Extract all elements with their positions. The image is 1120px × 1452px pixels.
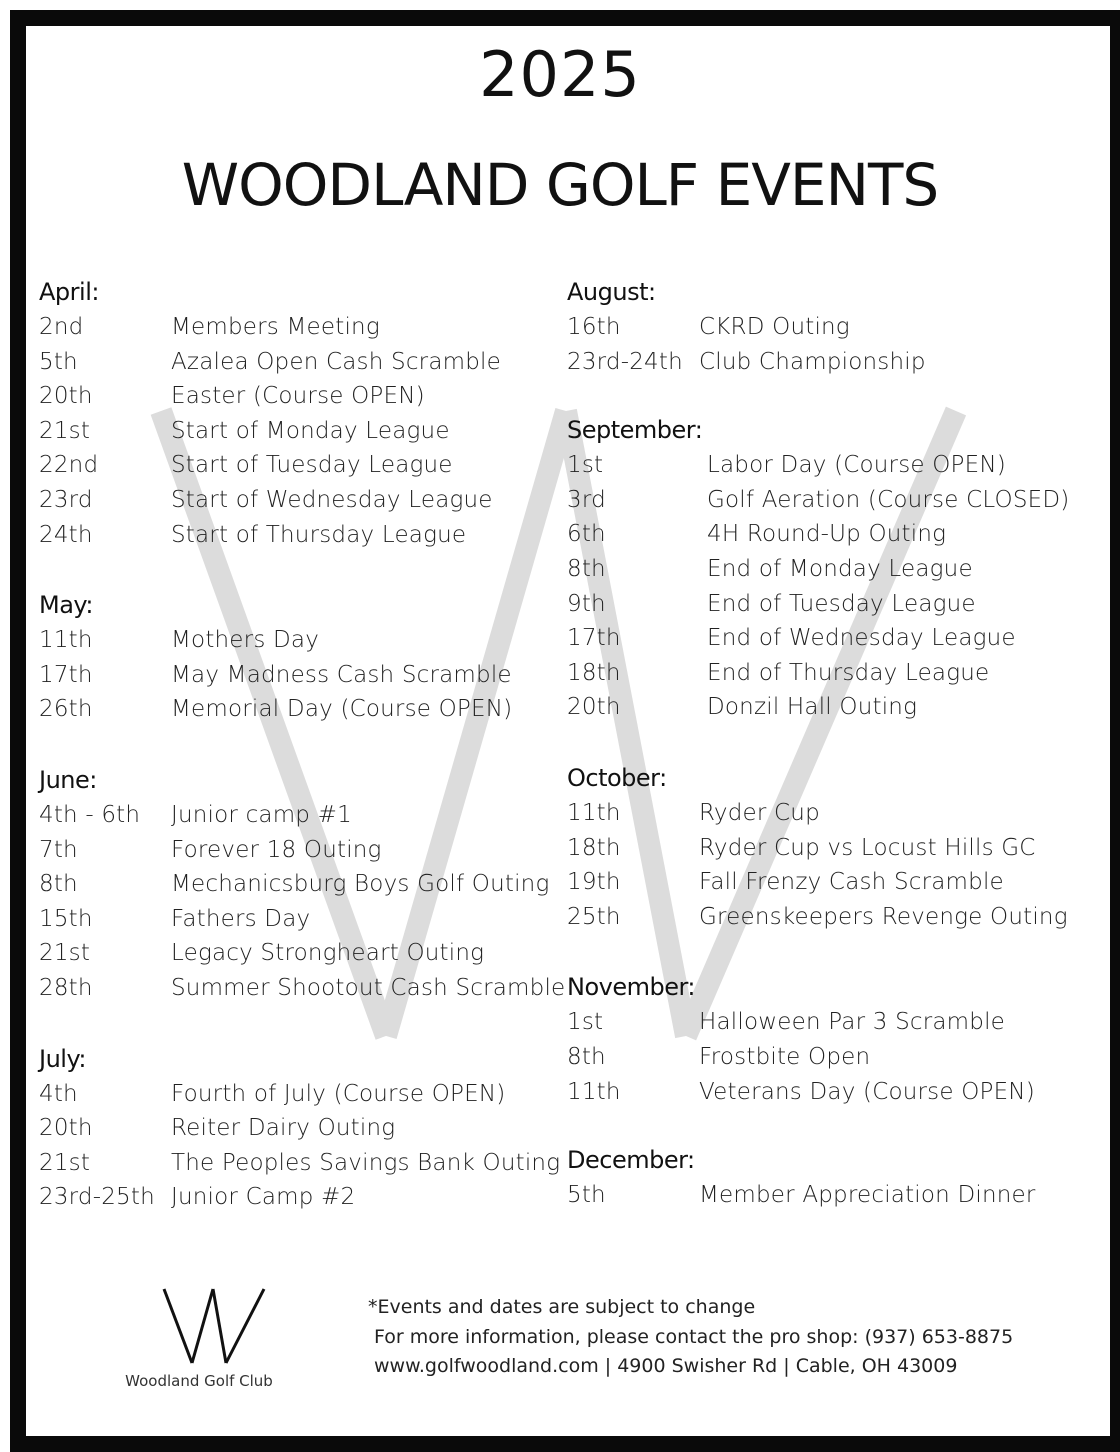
event-name: The Peoples Savings Bank Outing: [171, 1149, 561, 1176]
footer-info: [368, 1293, 1013, 1382]
event-row: [39, 692, 559, 727]
event-row: [567, 796, 1087, 831]
contact-line: For more information, please contact the pro shop: (937) 653-8875: [374, 1325, 1014, 1348]
logo-caption: Woodland Golf Club: [125, 1372, 273, 1390]
event-row: [567, 1178, 1087, 1213]
event-date: 5th: [567, 1182, 606, 1209]
event-name: Junior Camp #2: [171, 1184, 356, 1211]
event-name: Members Meeting: [171, 314, 380, 340]
month-section-july: [39, 1042, 559, 1215]
event-row: [567, 310, 1087, 345]
event-date: 20th: [567, 694, 621, 721]
event-row: [39, 867, 559, 902]
event-row: [567, 1040, 1087, 1075]
month-section-june: [39, 763, 566, 1006]
event-name: Start of Thursday League: [171, 521, 467, 548]
event-name: End of Wednesday League: [707, 625, 1016, 652]
event-date: 8th: [567, 1043, 606, 1070]
event-name: Fathers Day: [171, 905, 311, 932]
event-name: Mothers Day: [171, 627, 320, 654]
event-date: 22nd: [39, 452, 99, 479]
event-date: 11th: [567, 799, 621, 826]
event-row: [39, 345, 559, 380]
event-date: 20th: [39, 1115, 93, 1142]
event-row: [39, 1111, 559, 1146]
month-section-september: [567, 413, 1087, 725]
event-date: 26th: [39, 696, 93, 723]
event-row: [567, 345, 1087, 380]
event-date: 16th: [567, 314, 621, 340]
month-section-august: [567, 275, 1087, 379]
event-name: Memorial Day (Course OPEN): [171, 696, 513, 723]
event-date: 20th: [39, 383, 93, 410]
address-line: www.golfwoodland.com | 4900 Swisher Rd | Cable, OH 43009: [374, 1355, 958, 1377]
event-row: [567, 517, 1087, 552]
event-name: End of Tuesday League: [707, 590, 976, 617]
event-date: 28th: [39, 974, 93, 1001]
event-row: [567, 656, 1087, 691]
event-row: [567, 587, 1087, 622]
event-name: Junior camp #1: [171, 801, 352, 828]
event-row: [567, 552, 1087, 587]
event-name: Ryder Cup: [699, 799, 820, 826]
event-row: [567, 865, 1087, 900]
month-section-may: [39, 588, 559, 727]
event-row: [567, 900, 1087, 935]
event-name: Golf Aeration (Course CLOSED): [707, 486, 1070, 513]
event-date: 7th: [39, 836, 78, 863]
event-row: [567, 448, 1087, 483]
event-date: 19th: [567, 869, 621, 896]
event-row: [39, 1077, 559, 1112]
event-row: [39, 971, 566, 1006]
event-date: 4th - 6th: [39, 801, 141, 828]
events-column-right: [567, 275, 1087, 1213]
event-name: Member Appreciation Dinner: [699, 1182, 1036, 1209]
event-row: [567, 690, 1087, 725]
event-date: 24th: [39, 521, 93, 548]
disclaimer-note: *Events and dates are subject to change: [368, 1296, 756, 1318]
month-heading: August:: [567, 278, 656, 306]
event-date: 1st: [567, 452, 604, 479]
month-heading: December:: [567, 1146, 695, 1175]
event-date: 23rd-25th: [39, 1184, 155, 1211]
event-name: Halloween Par 3 Scramble: [699, 1009, 1006, 1036]
event-row: [567, 483, 1087, 518]
event-name: Forever 18 Outing: [171, 836, 382, 863]
event-name: 4H Round-Up Outing: [707, 521, 947, 548]
event-date: 1st: [567, 1009, 604, 1036]
event-name: Frostbite Open: [699, 1043, 871, 1070]
event-date: 17th: [39, 661, 93, 688]
event-date: 23rd-24th: [567, 348, 683, 375]
page-title: WOODLAND GOLF EVENTS: [181, 151, 939, 219]
event-row: [567, 621, 1087, 656]
month-heading: June:: [39, 765, 97, 794]
event-name: Fall Frenzy Cash Scramble: [699, 869, 1004, 896]
event-date: 2nd: [39, 314, 84, 340]
event-date: 21st: [39, 940, 91, 967]
event-row: [39, 379, 559, 414]
month-heading: November:: [567, 973, 696, 1002]
month-heading: October:: [567, 763, 667, 792]
event-date: 11th: [39, 627, 93, 654]
event-row: [39, 1180, 559, 1215]
event-name: Start of Tuesday League: [171, 452, 453, 479]
event-date: 23rd: [39, 486, 93, 513]
event-row: [39, 798, 559, 833]
event-row: [39, 902, 559, 937]
month-heading: April:: [39, 278, 99, 306]
event-row: [39, 833, 559, 868]
event-row: [39, 1146, 559, 1181]
month-section-december: [567, 1143, 1087, 1213]
event-date: 3rd: [567, 486, 606, 513]
event-row: [567, 1075, 1087, 1110]
event-date: 9th: [567, 590, 606, 617]
event-name: CKRD Outing: [699, 314, 850, 340]
event-row: [39, 623, 559, 658]
event-date: 8th: [39, 871, 78, 898]
event-row: [567, 831, 1087, 866]
event-name: Ryder Cup vs Locust Hills GC: [699, 834, 1036, 861]
event-name: May Madness Cash Scramble: [171, 661, 512, 688]
event-date: 18th: [567, 659, 621, 686]
event-name: Azalea Open Cash Scramble: [171, 348, 501, 375]
event-name: Summer Shootout Cash Scramble: [171, 974, 566, 1001]
event-date: 8th: [567, 555, 606, 582]
event-date: 17th: [567, 625, 621, 652]
event-date: 4th: [39, 1080, 78, 1107]
month-section-april: [39, 275, 559, 552]
event-row: [39, 414, 559, 449]
event-name: Labor Day (Course OPEN): [707, 452, 1006, 479]
event-row: [39, 448, 559, 483]
event-name: Greenskeepers Revenge Outing: [699, 903, 1068, 930]
event-name: End of Monday League: [707, 555, 973, 582]
event-row: [567, 1005, 1087, 1040]
month-heading: July:: [39, 1044, 86, 1073]
event-name: Mechanicsburg Boys Golf Outing: [171, 871, 550, 898]
event-row: [39, 936, 559, 971]
event-date: 21st: [39, 1149, 91, 1176]
event-date: 15th: [39, 905, 93, 932]
event-name: Reiter Dairy Outing: [171, 1115, 396, 1142]
month-section-november: [567, 970, 1087, 1109]
event-year: 2025: [479, 38, 641, 111]
event-date: 5th: [39, 348, 78, 375]
event-name: Fourth of July (Course OPEN): [171, 1080, 506, 1107]
events-column-left: [39, 275, 566, 1215]
event-row: [39, 483, 559, 518]
event-name: End of Thursday League: [707, 659, 990, 686]
event-row: [39, 658, 559, 693]
event-date: 11th: [567, 1078, 621, 1105]
event-name: Club Championship: [699, 348, 926, 375]
event-date: 6th: [567, 521, 606, 548]
event-date: 21st: [39, 417, 91, 444]
event-name: Veterans Day (Course OPEN): [699, 1078, 1035, 1105]
event-date: 25th: [567, 903, 621, 930]
month-section-october: [567, 761, 1087, 934]
event-row: [39, 310, 559, 345]
event-name: Donzil Hall Outing: [707, 694, 918, 721]
month-heading: May:: [39, 591, 93, 620]
event-name: Start of Monday League: [171, 417, 450, 444]
event-name: Easter (Course OPEN): [171, 383, 425, 410]
event-row: [39, 518, 559, 553]
month-heading: September:: [567, 416, 703, 445]
event-date: 18th: [567, 834, 621, 861]
event-name: Start of Wednesday League: [171, 486, 493, 513]
event-name: Legacy Strongheart Outing: [171, 940, 485, 967]
